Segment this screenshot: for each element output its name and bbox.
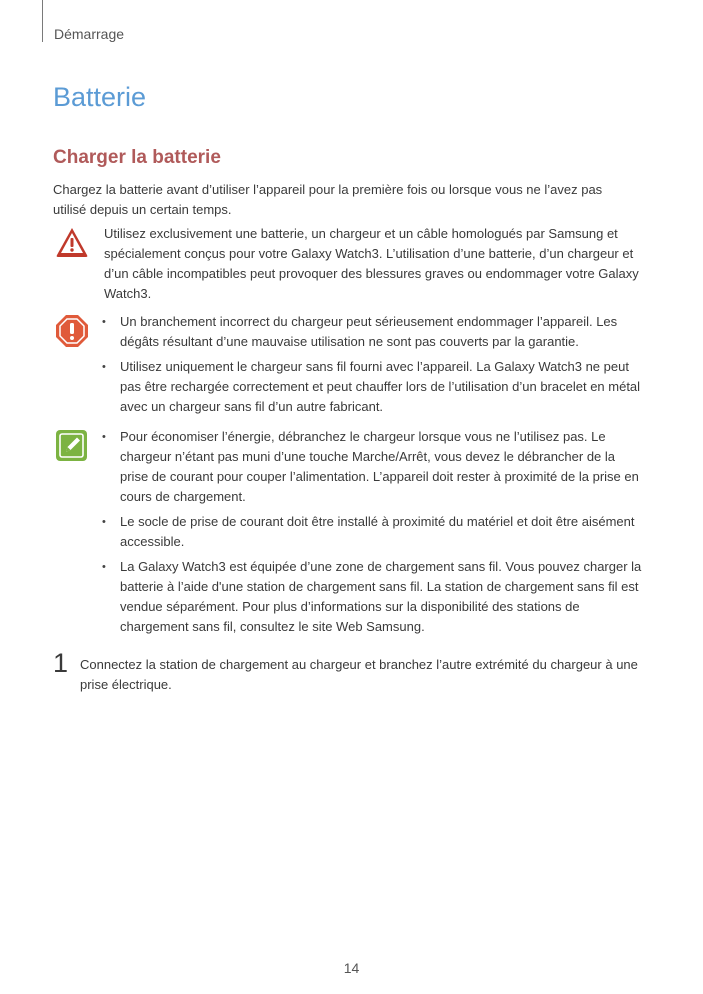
header-rule <box>42 0 43 42</box>
page-title: Batterie <box>53 82 147 112</box>
section-header: Démarrage <box>54 26 125 42</box>
note-item-1: Pour économiser l’énergie, débranchez le chargeur lorsque vous ne l’utilisez pas. Le chargeur n’étant pas muni d’une touche Marche/Arrêt, vous devez le débrancher de la prise de courant pour couper l’alimentation. L’appareil doit rester à proximité de la prise en cours de chargement. <box>120 429 639 504</box>
page-number: 14 <box>343 960 360 976</box>
note-item-3: La Galaxy Watch3 est équipée d’une zone de chargement sans fil. Vous pouvez charger la batterie à l’aide d'une station de chargement sans fil. La station de chargement sans fil est vendue séparément. Pour plus d’informations sur la disponibilité des stations de chargement sans fil, consultez le site Web Samsung. <box>120 559 642 634</box>
step-number: 1 <box>53 648 69 678</box>
step-text: Connectez la station de chargement au chargeur et branchez l’autre extrémité du chargeur à une prise électrique. <box>80 657 638 692</box>
caution-item-2: Utilisez uniquement le chargeur sans fil fourni avec l’appareil. La Galaxy Watch3 ne peut pas être rechargée correctement et peut chauffer lors de l’utilisation d’un bracelet en métal avec un chargeur sans fil d’un autre fabricant. <box>120 359 641 414</box>
caution-bullet-1: • <box>102 316 106 328</box>
note-bullet-1: • <box>102 431 106 443</box>
caution-bullet-2: • <box>102 361 106 373</box>
note-pencil-icon <box>55 429 88 467</box>
note-bullet-3: • <box>102 561 106 573</box>
warning-text: Utilisez exclusivement une batterie, un chargeur et un câble homologués par Samsung et spécialement conçus pour votre Galaxy Watch3. L’utilisation d’une batterie, d’un chargeur et d’un câble incompatibles peut provoquer des blessures graves ou endommager votre Galaxy Watch3. <box>104 226 639 301</box>
caution-item-1: Un branchement incorrect du chargeur peut sérieusement endommager l’appareil. Les dégâts résultant d’une mauvaise utilisation ne sont pas couverts par la garantie. <box>120 314 618 349</box>
intro-paragraph: Chargez la batterie avant d’utiliser l’appareil pour la première fois ou lorsque vous ne l’avez pas utilisé depuis un certain temps. <box>53 182 603 217</box>
caution-exclamation-icon <box>55 314 89 353</box>
note-item-2: Le socle de prise de courant doit être installé à proximité du matériel et doit être aisément accessible. <box>120 514 635 549</box>
warning-triangle-icon <box>55 226 89 263</box>
note-bullet-2: • <box>102 516 106 528</box>
section-subtitle: Charger la batterie <box>53 147 221 168</box>
